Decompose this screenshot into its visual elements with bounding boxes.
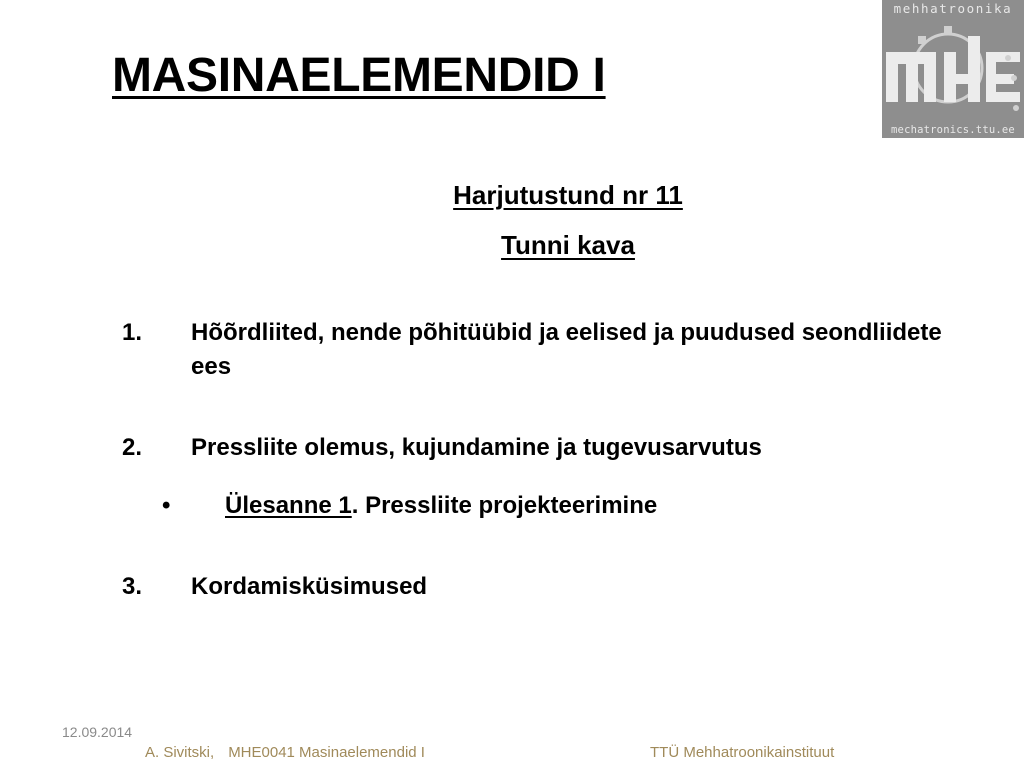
footer-author-course [145, 744, 439, 761]
footer-date: 12.09.2014 [62, 724, 133, 740]
mechatronics-logo [882, 0, 1024, 138]
agenda-item-text: Kordamisküsimused [191, 573, 428, 600]
footer-institute: TTÜ Mehhatroonikainstituut [650, 744, 835, 761]
agenda-item-number: 2. [122, 434, 143, 461]
footer-course: MHE0041 Masinaelemendid I [228, 744, 425, 761]
footer-author: A. Sivitski, [145, 744, 215, 761]
logo-top-text: mehhatroonika [893, 1, 1013, 16]
agenda-item-number: 1. [122, 319, 143, 346]
exercise-heading: Harjutustund nr 11 [453, 180, 683, 210]
mhe-logo-mark [882, 18, 1024, 118]
task-text [225, 489, 657, 523]
agenda-item-text: Pressliite olemus, kujundamine ja tugevusarvutus [191, 434, 762, 461]
slide-title: MASINAELEMENDID I [112, 49, 606, 102]
agenda-item-text: Hõõrdliited, nende põhitüübid ja eelised ja puudused seondliidete ees [191, 319, 942, 380]
logo-bottom-text: mechatronics.ttu.ee [891, 124, 1015, 136]
agenda-item-number: 3. [122, 573, 143, 600]
bullet-icon: • [162, 492, 171, 519]
plan-heading: Tunni kava [501, 230, 635, 260]
task-label: Ülesanne 1 [225, 492, 352, 519]
task-description: . Pressliite projekteerimine [351, 492, 658, 519]
